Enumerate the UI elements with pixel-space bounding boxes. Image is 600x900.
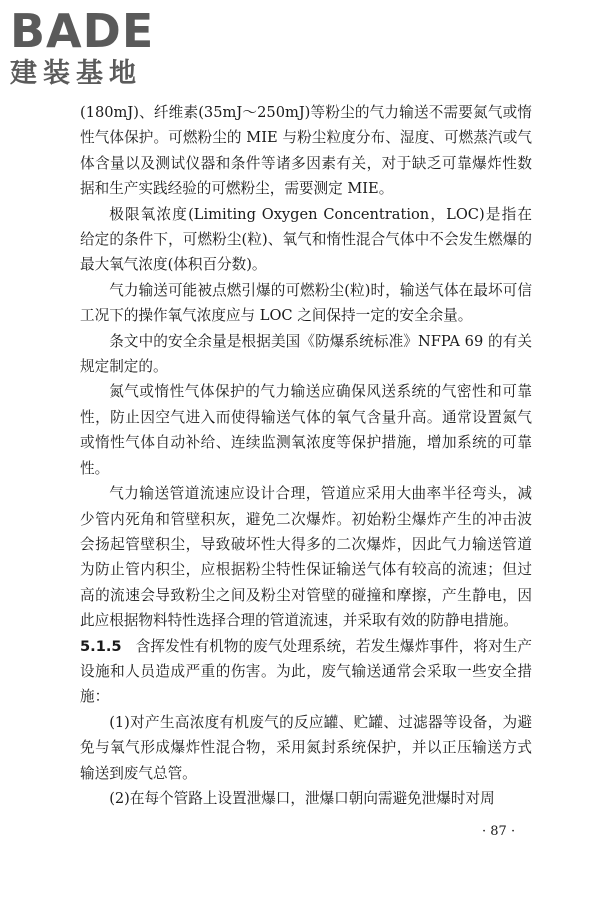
section-5-1-5 xyxy=(80,634,532,710)
logo-text-en: BADE xyxy=(10,4,155,58)
paragraph-oxygen-margin: 气力输送可能被点燃引爆的可燃粉尘(粒)时，输送气体在最坏可信工况下的操作氧气浓度应与 LOC 之间保持一定的安全余量。 xyxy=(80,281,532,325)
logo-text-cn: 建装基地 xyxy=(10,58,142,89)
section-number: 5.1.5 xyxy=(80,637,122,655)
paragraph-loc-definition: 极限氧浓度(Limiting Oxygen Concentration，LOC)是指在给定的条件下，可燃粉尘(粒)、氧气和惰性混合气体中不会发生燃爆的最大氧气浓度(体积百分数)。 xyxy=(80,205,532,274)
section-text: 含挥发性有机物的废气处理系统，若发生爆炸事件，将对生产设施和人员造成严重的伤害。为此，废气输送通常会采取一些安全措施： xyxy=(80,637,532,706)
list-item-2: (2)在每个管路上设置泄爆口，泄爆口朝向需避免泄爆时对周 xyxy=(109,789,495,807)
paragraph-nitrogen-protection: 氮气或惰性气体保护的气力输送应确保风送系统的气密性和可靠性，防止因空气进入而使得输送气体的氧气含量升高。通常设置氮气或惰性气体自动补给、连续监测氧浓度等保护措施，增加系统的可靠性。 xyxy=(80,383,532,477)
list-item-1: (1)对产生高浓度有机废气的反应罐、贮罐、过滤器等设备，为避免与氧气形成爆炸性混合物，采用氮封系统保护，并以正压输送方式输送到废气总管。 xyxy=(80,713,532,782)
paragraph-nfpa: 条文中的安全余量是根据美国《防爆系统标准》NFPA 69 的有关规定制定的。 xyxy=(80,332,532,376)
page-body xyxy=(80,100,532,811)
logo xyxy=(10,6,180,90)
paragraph-pipe-velocity: 气力输送管道流速应设计合理，管道应采用大曲率半径弯头，减少管内死角和管壁积灰，避免二次爆炸。初始粉尘爆炸产生的冲击波会扬起管壁积尘，导致破坏性大得多的二次爆炸，因此气力输送管道为防止管内积尘，应根据粉尘特性保证输送气体有较高的流速；但过高的流速会导致粉尘之间及粉尘对管壁的碰撞和摩擦，产生静电，因此应根据物料特性选择合理的管道流速，并采取有效的防静电措施。 xyxy=(80,485,532,630)
paragraph-mie: (180mJ)、纤维素(35mJ～250mJ)等粉尘的气力输送不需要氮气或惰性气体保护。可燃粉尘的 MIE 与粉尘粒度分布、湿度、可燃蒸汽或气体含量以及测试仪器和条件等诸多因素有关，对于缺乏可靠爆炸性数据和生产实践经验的可燃粉尘，需要测定 MIE。 xyxy=(80,104,532,198)
page-number: · 87 · xyxy=(482,824,516,839)
